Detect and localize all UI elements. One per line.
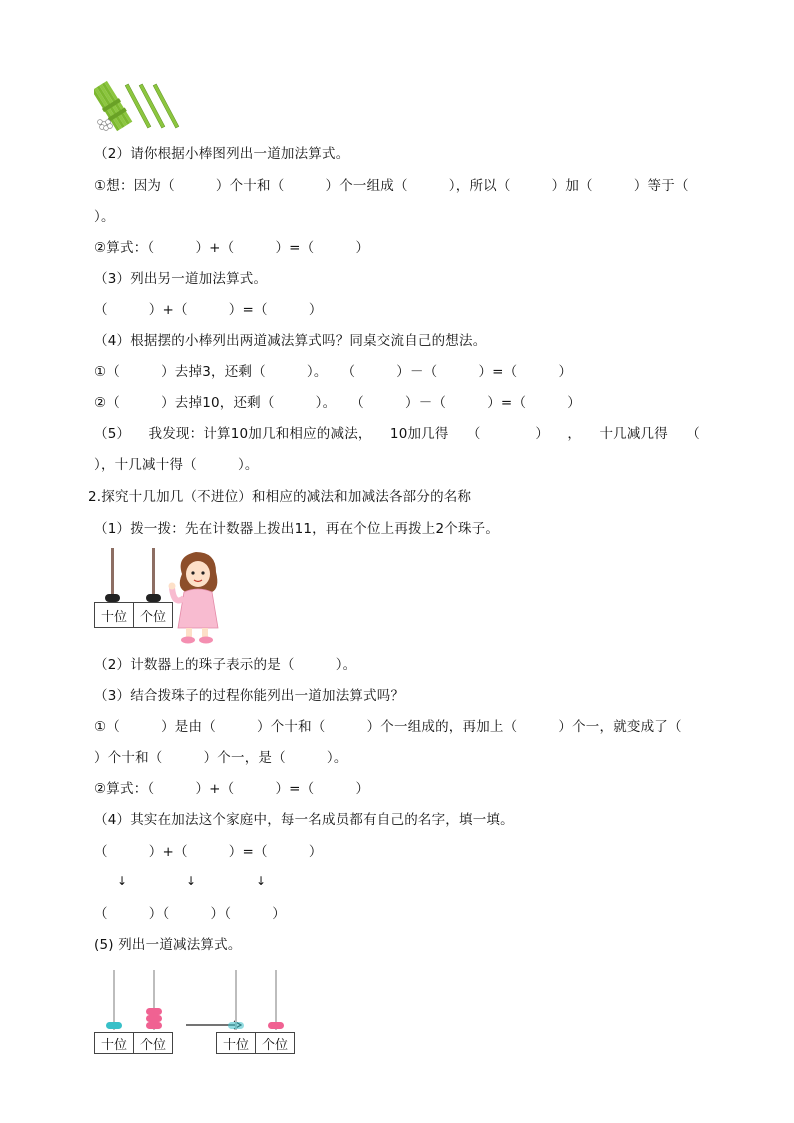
down-arrow-icon: ↓ <box>117 874 128 888</box>
tens-label: 十位 <box>94 1032 134 1054</box>
q5-segment: （ ） <box>466 426 550 442</box>
q5-discovery-line <box>94 425 700 443</box>
q2-think-end: ）。 <box>94 209 115 225</box>
tens-rod <box>113 970 115 1030</box>
ones-label: 个位 <box>255 1032 295 1054</box>
ones-label: 个位 <box>133 602 173 628</box>
s2-q4-names: （ ）（ ）（ ） <box>94 906 286 922</box>
down-arrow-icon: ↓ <box>186 874 197 888</box>
q4-line-2: ②（ ）去掉10，还剩（ ）。 （ ）－（ ）=（ ） <box>94 395 581 411</box>
abacus-13 <box>94 966 174 1056</box>
q5-segment: （ <box>686 426 700 442</box>
ones-bead <box>146 1015 162 1022</box>
ones-bead <box>146 594 161 602</box>
s2-q2: （2）计数器上的珠子表示的是（ ）。 <box>94 657 357 673</box>
removed-tens-bead <box>228 1022 244 1029</box>
q5-segment: 我发现：计算10加几和相应的减法， <box>148 426 372 442</box>
abacus-3 <box>216 966 296 1056</box>
stick-bundle-image <box>94 80 184 132</box>
s2-q3-line1: ①（ ）是由（ ）个十和（ ）个一组成的，再加上（ ）个一，就变成了（ <box>94 719 682 735</box>
q2-think-line: ①想：因为（ ）个十和（ ）个一组成（ ），所以（ ）加（ ）等于（ <box>94 178 689 194</box>
single-sticks <box>125 84 179 128</box>
q5-segment: 10加几得 <box>389 426 449 442</box>
q4-line-1: ①（ ）去掉3，还剩（ ）。 （ ）－（ ）=（ ） <box>94 364 573 380</box>
tens-rod <box>235 970 237 1030</box>
section2-title: 2.探究十几加几（不进位）和相应的减法和加减法各部分的名称 <box>88 489 472 505</box>
ones-rod <box>275 970 277 1030</box>
tens-label: 十位 <box>94 602 134 628</box>
ones-bead <box>146 1008 162 1015</box>
tens-label: 十位 <box>216 1032 256 1054</box>
q5-segment: ， <box>567 426 582 442</box>
s2-q1: （1）拨一拨：先在计数器上拨出11，再在个位上再拨上2个珠子。 <box>94 521 500 537</box>
ones-bead <box>146 1022 162 1029</box>
abacus-11 <box>94 546 174 628</box>
s2-q5-title: (5) 列出一道减法算式。 <box>94 937 242 953</box>
q5-discovery-end: ），十几减十得（ ）。 <box>94 457 259 473</box>
girl-illustration <box>168 548 228 646</box>
s2-q3-title: （3）结合拨珠子的过程你能列出一道加法算式吗？ <box>94 688 405 704</box>
s2-q3-formula: ②算式：（ ）+（ ）=（ ） <box>94 781 370 797</box>
q2-title: （2）请你根据小棒图列出一道加法算式。 <box>94 146 350 162</box>
tens-rod <box>111 548 114 600</box>
q3-title: （3）列出另一道加法算式。 <box>94 271 268 287</box>
down-arrow-icon: ↓ <box>256 874 267 888</box>
q3-formula: （ ）+（ ）=（ ） <box>94 302 323 318</box>
s2-q3-line2: ）个十和（ ）个一，是（ ）。 <box>94 750 348 766</box>
q5-segment: （5） <box>94 426 131 442</box>
tens-bead <box>105 594 120 602</box>
q2-formula: ②算式：（ ）+（ ）=（ ） <box>94 240 370 256</box>
ones-bead <box>268 1022 284 1029</box>
ones-rod <box>152 548 155 600</box>
q5-segment: 十几减几得 <box>599 426 668 442</box>
q4-title: （4）根据摆的小棒列出两道减法算式吗？同桌交流自己的想法。 <box>94 333 487 349</box>
s2-q4-formula: （ ）+（ ）=（ ） <box>94 844 323 860</box>
tens-bead <box>106 1022 122 1029</box>
s2-q4-title: （4）其实在加法这个家庭中，每一名成员都有自己的名字，填一填。 <box>94 812 514 828</box>
ones-label: 个位 <box>133 1032 173 1054</box>
